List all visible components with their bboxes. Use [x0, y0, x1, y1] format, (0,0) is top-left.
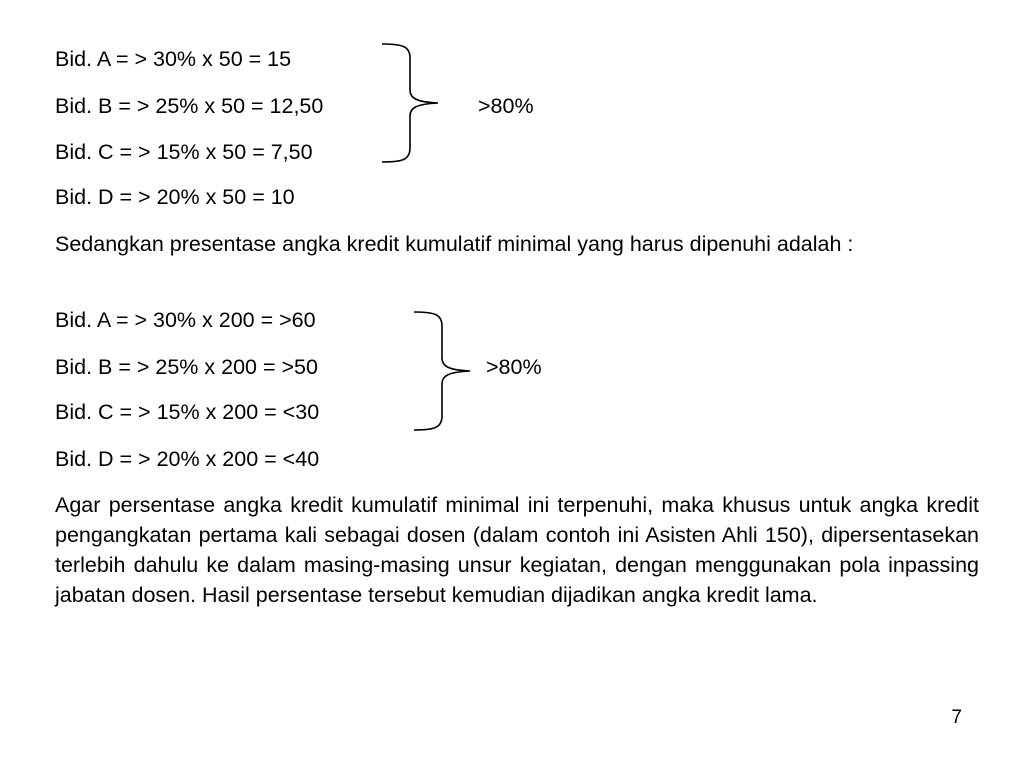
group1-line-a: Bid. A = > 30% x 50 = 15	[55, 47, 292, 71]
group1-line-d: Bid. D = > 20% x 50 = 10	[55, 185, 295, 209]
group2-line-c: Bid. C = > 15% x 200 = <30	[55, 400, 320, 424]
conclusion-paragraph: Agar persentase angka kredit kumulatif minimal ini terpenuhi, maka khusus untuk angka kredit pengangkatan pertama kali sebagai dosen (dalam contoh ini Asisten Ahli 150), dipersentasekan terlebih dahulu ke dalam masing-masing unsur kegiatan, dengan menggunakan pola inpassing jabatan dosen. Hasil persentase tersebut kemudian dijadikan angka kredit lama.	[55, 493, 979, 607]
group1-line-c: Bid. C = > 15% x 50 = 7,50	[55, 140, 313, 164]
group1-line-b: Bid. B = > 25% x 50 = 12,50	[55, 94, 324, 118]
page-number: 7	[951, 707, 962, 728]
group2-line-b: Bid. B = > 25% x 200 = >50	[55, 355, 318, 379]
group2-brace-icon	[412, 308, 482, 434]
group2-line-d: Bid. D = > 20% x 200 = <40	[55, 447, 320, 471]
intro-paragraph: Sedangkan presentase angka kredit kumulatif minimal yang harus dipenuhi adalah :	[55, 232, 854, 256]
group2-result: >80%	[486, 355, 542, 379]
group1-brace-icon	[380, 40, 450, 166]
group2-line-a: Bid. A = > 30% x 200 = >60	[55, 308, 316, 332]
group1-result: >80%	[478, 94, 534, 118]
